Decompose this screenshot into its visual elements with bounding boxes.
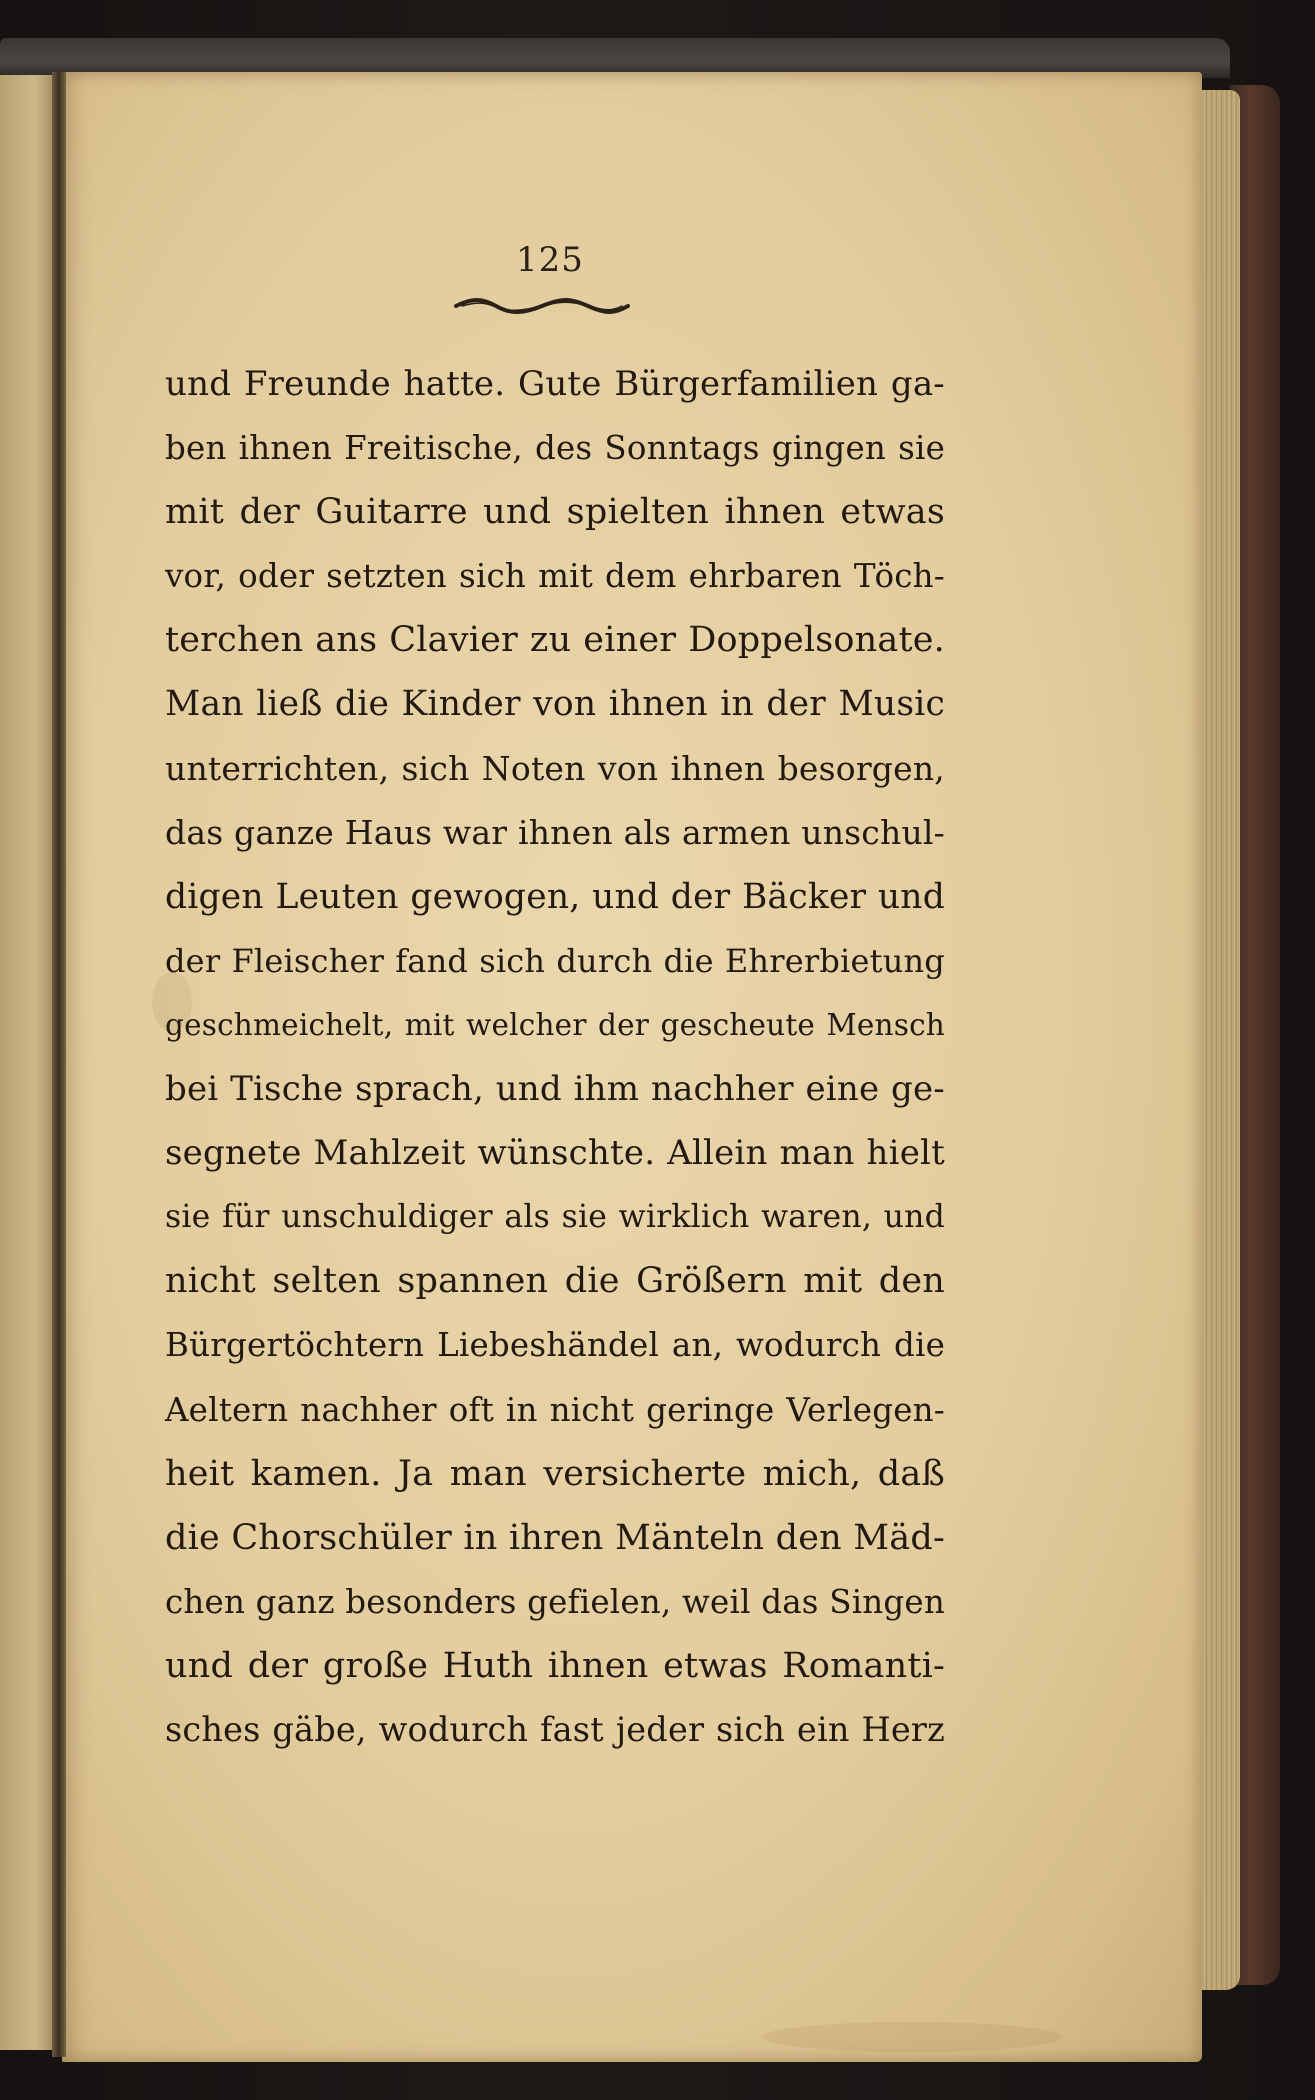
text-line bbox=[165, 1698, 945, 1762]
text-line bbox=[165, 1057, 945, 1121]
text-line-content: ben ihnen Freitische, des Sonntags gingen sie bbox=[165, 429, 945, 468]
text-line-content: nicht selten spannen die Größern mit den bbox=[165, 1261, 945, 1302]
text-line-content: das ganze Haus war ihnen als armen unschul- bbox=[165, 812, 945, 852]
body-text bbox=[165, 352, 945, 1762]
book-gutter bbox=[52, 72, 66, 2057]
text-line-content: sie für unschuldiger als sie wirklich waren, und bbox=[165, 1199, 945, 1236]
ornament-rule bbox=[452, 294, 632, 318]
text-line bbox=[165, 1506, 945, 1570]
text-line-content: sches gäbe, wodurch fast jeder sich ein Herz bbox=[165, 1709, 945, 1749]
text-line bbox=[165, 672, 945, 736]
text-line-content: bei Tische sprach, und ihm nachher eine ge- bbox=[165, 1069, 945, 1110]
text-line bbox=[165, 929, 945, 993]
text-line-content: vor, oder setzten sich mit dem ehrbaren Töch- bbox=[165, 557, 945, 596]
page-number: 125 bbox=[516, 240, 584, 280]
text-line bbox=[165, 1249, 945, 1313]
text-line-content: mit der Guitarre und spielten ihnen etwas bbox=[165, 492, 945, 533]
text-line-content: terchen ans Clavier zu einer Doppelsonate. bbox=[165, 620, 945, 661]
text-line bbox=[165, 1121, 945, 1185]
text-line-content: Aeltern nachher oft in nicht geringe Verlegen- bbox=[165, 1390, 945, 1429]
text-line bbox=[165, 1313, 945, 1377]
text-line-content: unterrichten, sich Noten von ihnen besorgen, bbox=[165, 748, 945, 788]
text-line bbox=[165, 801, 945, 865]
text-line-content: und Freunde hatte. Gute Bürgerfamilien ga- bbox=[165, 364, 945, 404]
text-line bbox=[165, 1442, 945, 1506]
text-line-content: digen Leuten gewogen, und der Bäcker und bbox=[165, 876, 945, 917]
text-line bbox=[165, 737, 945, 801]
text-line-content: und der große Huth ihnen etwas Romanti- bbox=[165, 1645, 945, 1686]
text-line bbox=[165, 608, 945, 672]
text-line bbox=[165, 416, 945, 480]
text-line-content: Man ließ die Kinder von ihnen in der Music bbox=[165, 684, 945, 725]
page-edges bbox=[1198, 90, 1240, 1990]
text-line bbox=[165, 544, 945, 608]
text-line-content: chen ganz besonders gefielen, weil das Singen bbox=[165, 1582, 945, 1621]
text-line bbox=[165, 865, 945, 929]
text-line-content: segnete Mahlzeit wünschte. Allein man hielt bbox=[165, 1133, 945, 1174]
paper-stain bbox=[762, 2022, 1062, 2052]
facing-page bbox=[0, 75, 58, 2050]
text-line-content: geschmeichelt, mit welcher der gescheute Mensch bbox=[165, 1007, 945, 1042]
text-line-content: Bürgertöchtern Liebeshändel an, wodurch die bbox=[165, 1326, 945, 1365]
text-line-content: heit kamen. Ja man versicherte mich, daß bbox=[165, 1453, 945, 1494]
text-line bbox=[165, 480, 945, 544]
text-line bbox=[165, 1634, 945, 1698]
text-line-content: die Chorschüler in ihren Mänteln den Mäd- bbox=[165, 1517, 945, 1558]
text-line bbox=[165, 1570, 945, 1634]
text-line bbox=[165, 993, 945, 1057]
text-line-content: der Fleischer fand sich durch die Ehrerbietung bbox=[165, 941, 945, 980]
text-line bbox=[165, 1378, 945, 1442]
text-line bbox=[165, 1185, 945, 1249]
text-line bbox=[165, 352, 945, 416]
